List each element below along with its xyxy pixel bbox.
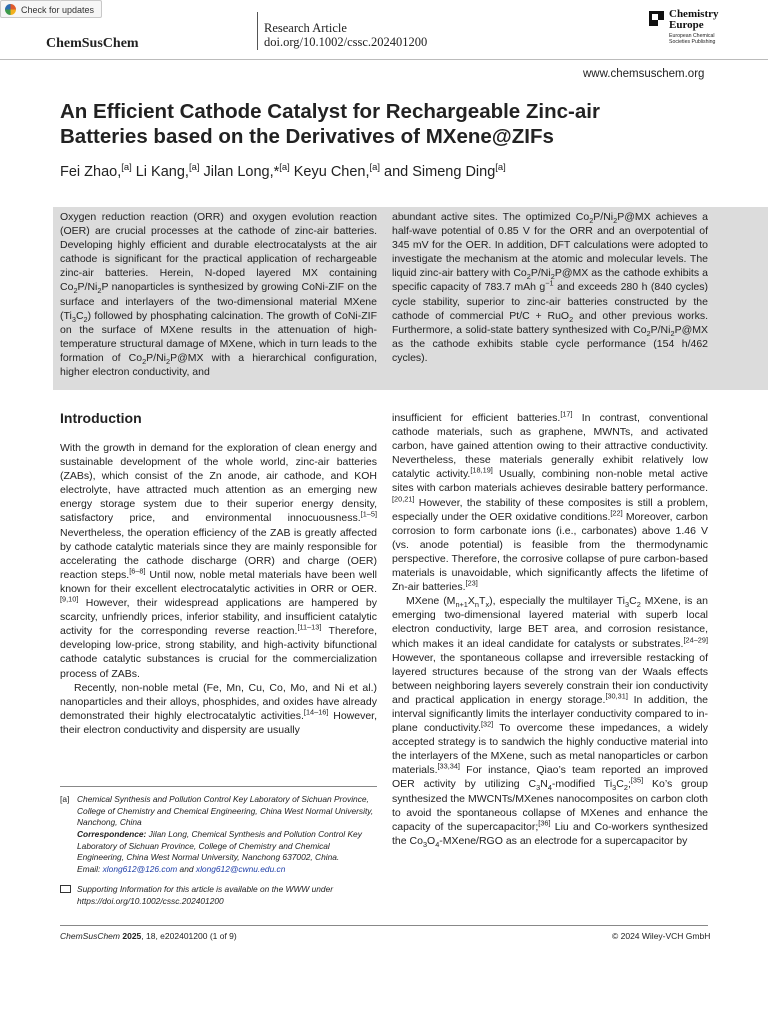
author-name: Keyu Chen, xyxy=(289,163,370,180)
copyright: © 2024 Wiley-VCH GmbH xyxy=(612,931,711,941)
paragraph: Recently, non-noble metal (Fe, Mn, Cu, Co, Mo, and Ni et al.) nanoparticles and their alloys, phosphides, and oxides have already demonstrated their highly electrocatalytic activities.[14–16] However, their electron conductivity and dispersity are usually xyxy=(60,681,378,736)
abstract-right-column xyxy=(392,210,708,365)
author-name: Li Kang, xyxy=(131,163,189,180)
footer-rule xyxy=(60,925,708,926)
journal-website[interactable]: www.chemsuschem.org xyxy=(583,68,705,80)
author-list xyxy=(60,161,506,180)
monitor-icon xyxy=(60,885,71,893)
author-name: Jilan Long,* xyxy=(199,163,280,180)
footnote-tag: [a] xyxy=(60,794,70,804)
header-rule xyxy=(0,59,768,60)
check-for-updates-label: Check for updates xyxy=(21,5,95,15)
chemistry-europe-logo xyxy=(649,11,664,26)
citation[interactable]: [32] xyxy=(480,719,494,729)
citation[interactable]: [33,34] xyxy=(437,761,460,771)
affiliation-mark: [a] xyxy=(121,161,132,172)
journal-name: ChemSusChem xyxy=(46,36,139,51)
citation[interactable]: [1–5] xyxy=(360,509,377,519)
citation[interactable]: [11–13] xyxy=(297,622,322,632)
citation[interactable]: [24–29] xyxy=(683,635,708,644)
correspondence-label: Correspondence: xyxy=(77,829,147,839)
article-title: An Efficient Cathode Catalyst for Rechargeable Zinc-air Batteries based on the Derivatives of MXene@ZIFs xyxy=(60,100,600,148)
header-divider xyxy=(257,12,258,50)
supporting-info-text[interactable]: Supporting Information for this article is available on the WWW under https://doi.org/10.1002/cssc.202401200 xyxy=(77,884,334,906)
check-for-updates-icon xyxy=(5,4,16,15)
article-type: Research Article xyxy=(264,21,347,35)
email-link[interactable]: xlong612@126.com xyxy=(102,863,178,874)
footnote-rule xyxy=(60,786,377,787)
citation[interactable]: [30,31] xyxy=(605,691,628,701)
abstract-left-column xyxy=(60,210,377,379)
author-name: Fei Zhao, xyxy=(60,163,122,180)
citation[interactable]: [18,19] xyxy=(470,465,493,475)
check-for-updates-badge[interactable] xyxy=(0,0,102,18)
author-name: and Simeng Ding xyxy=(380,163,496,180)
citation[interactable]: [6–8] xyxy=(129,566,146,576)
affiliation-mark: [a] xyxy=(369,161,380,172)
body-left-column xyxy=(60,441,377,737)
publisher-subtitle: European Chemical Societies Publishing xyxy=(669,33,716,45)
page-citation: ChemSusChem 2025, 18, e202401200 (1 of 9) xyxy=(60,931,237,941)
body-right-column xyxy=(392,411,708,848)
citation[interactable]: [14–16] xyxy=(303,707,329,717)
affiliation-footnote xyxy=(60,794,377,829)
affiliation-text: Chemical Synthesis and Pollution Control Key Laboratory of Sichuan Province, College of Chemistry and Chemical Engineering, China West Normal University, Nanchong, China xyxy=(77,794,374,827)
supporting-info-note xyxy=(60,884,377,907)
paragraph: MXene $(M_{n+1}X_nT_x)$, especially the multilayer $Ti_3C_2$ MXene, is an emerging two-dimensional layered material with superb local electron conductivity, large BET area, and corrosion resistance, which makes it an ideal candidate for catalysts or substrates.[24–29] However, the spontaneous collapse and irreversible restacking of layered structures because of the strong van der Waals effects between neighboring layers severely constrain their ion conductivity and practical application in energy storage.[30,31] In addition, the interval significantly limits the interlayer conductivity compared to in-plane conductivity.[32] To overcome these impedances, a widely accepted strategy is to sandwich the highly conductive material into the interlayers of the MXene, such as metal nanoparticles or carbon materials.[33,34] For instance, Qiao’s team reported an improved OER activity by utilizing $C_3N_4$-modified $Ti_3C_2;[35]$ Ko’s group synthesized the MWCNTs/MXenes nanocomposites on carbon cloth to avoid the spontaneous collapse of MXenes and enhance the capacity of the supercapacitor;[36] Liu and Co-workers synthesized the $Co_3O_4-MXene$/RGO as an electrode for a supercapacitor by xyxy=(392,595,708,849)
doi-link[interactable]: doi.org/10.1002/cssc.202401200 xyxy=(264,35,428,49)
citation[interactable]: [22] xyxy=(610,508,623,518)
citation[interactable]: [17] xyxy=(560,409,573,419)
paragraph: insufficient for efficient batteries.[17] In contrast, conventional cathode materials, such as graphene, MWNTs, and activated carbon, have gained attention owing to their attractive conductivity. Nevertheless, these materials generally exhibit relatively low catalytic activity.[18,19] Usually, combining non-noble metal active sites with carbon materials achieves desirable battery performance.[20,21] However, the stability of these composites is still a problem, especially under the OER oxidative conditions.[22] Moreover, carbon corrosion to form carbonate ions (i.e., carbonates) above 1.46 V (vs. anode potential) is feasible from the thermodynamic perspective. Therefore, the corrosive collapse of pure carbon-based materials is unavoidable, which significantly affects the lifetime of Zn-air batteries.[23] xyxy=(392,409,709,594)
abstract-text: Oxygen reduction reaction (ORR) and oxygen evolution reaction (OER) are crucial processes at the cathode of zinc-air batteries. Developing highly efficient and durable electrocatalysts at the air cathode is significant for the practical application of rechargeable zinc-air batteries. Herein, N-doped layered MX containing $Co_2P/Ni_2P$ nanoparticles is synthesized by growing CoNi-ZIF on the surface and interlayers of the two-dimensional material MXene $(Ti_3C_2)$ followed by phosphating calcination. The growth of CoNi-ZIF on the surface of MXene results in the attenuation of high-temperature structural damage of MXene, which in turn leads to the formation of $Co_2P/Ni_2P@MX$ with a hierarchical configuration, higher electron conductivity, and xyxy=(60,211,377,379)
abstract-text: abundant active sites. The optimized $Co_2P/Ni_2P@MX$ achieves a half-wave potential of 0.85 V for the ORR and an overpotential of 345 mV for the OER. In addition, DFT calculations were adopted to investigate the mechanism at the atomic and molecular levels. The liquid zinc-air battery with $Co_2P/Ni_2P@MX$ as the cathode exhibits a specific capacity of 783.7 mAh $g^{-1}$ and exceeds 280 h (840 cycles) cycle stability, superior to zinc-air batteries constructed by the cathode of commercial Pt/C + RuO$_2$ and other previous works. Furthermore, a solid-state battery synthesized with $Co_2P/Ni_2P@MX$ as the cathode exhibits stable cycle performance (154 h/462 cycles). xyxy=(392,211,708,364)
paragraph: With the growth in demand for the exploration of clean energy and sustainable development of the whole world, zinc-air batteries (ZABs), which consist of the Zn anode, air cathode, and KOH electrolyte, have attracted much attention as an emerging new energy storage system due to their superior energy density, satisfactory price, and environmental innocuousness.[1–5] Nevertheless, the operation efficiency of the ZAB is greatly affected by cathode catalytic materials since they are mainly responsible for accelerating the cathode discharge (ORR) and charge (OER) reaction steps.[6–8] Until now, noble metal materials have been well known for their excellent electrocatalytic activities in ORR or OER.[9,10] However, their widespread applications are hampered by scarcity, unfriendly prices, inferior stability, and insufficient catalytic activity for the corresponding reverse reaction.[11–13] Therefore, developing low-price, strong stability, and high-activity bifunctional cathode catalytic substances is crucial for the commercialization process of ZABs. xyxy=(60,442,377,680)
affiliation-mark: [a] xyxy=(188,161,200,172)
citation[interactable]: [36] xyxy=(538,818,551,828)
citation[interactable]: [23] xyxy=(465,578,478,588)
section-heading: Introduction xyxy=(60,410,142,426)
email-link[interactable]: xlong612@cwnu.edu.cn xyxy=(195,863,286,874)
affiliation-mark: [a] xyxy=(495,161,506,172)
citation[interactable]: [20,21] xyxy=(392,494,415,504)
affiliation-mark: [a] xyxy=(279,161,290,172)
correspondence-footnote: Correspondence: Jilan Long, Chemical Synthesis and Pollution Control Key Laboratory of Sichuan Province, College of Chemistry and Chemical Engineering, China West Normal University, Nanchong 637002, China. Email: xlong612@126.com and xlong612@cwnu.edu.cn xyxy=(77,829,362,874)
citation[interactable]: [9,10] xyxy=(60,594,79,604)
citation[interactable]: [35] xyxy=(630,775,644,785)
publisher-name: Chemistry Europe xyxy=(669,8,719,31)
